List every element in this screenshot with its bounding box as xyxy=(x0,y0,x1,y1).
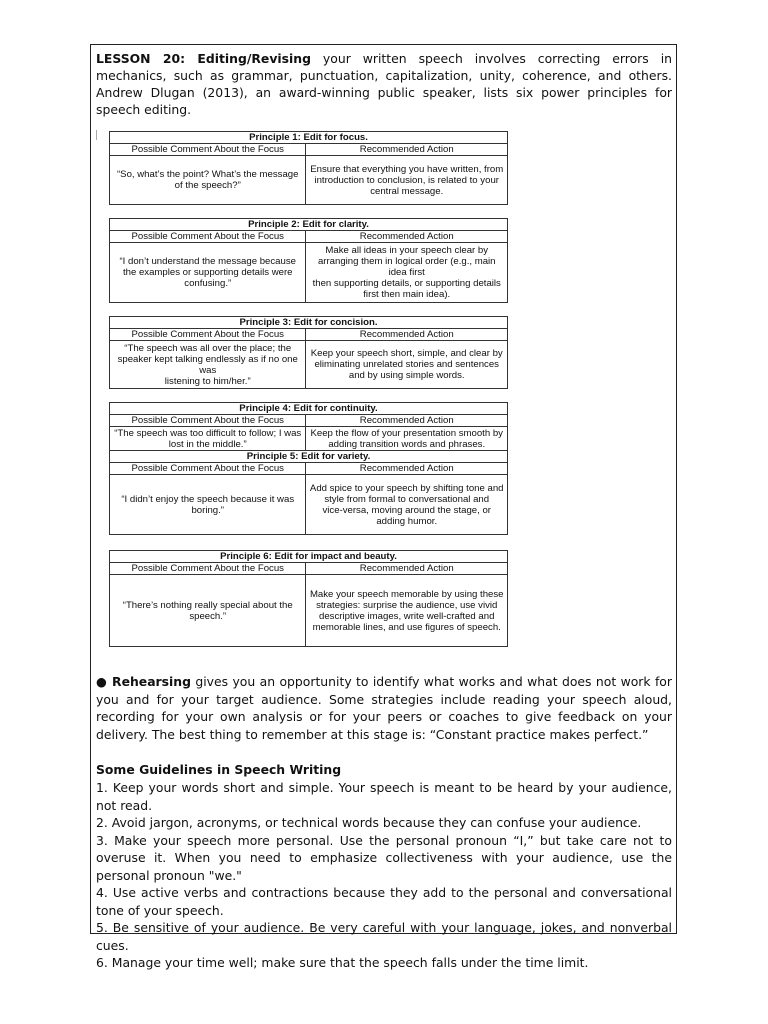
lesson-heading: LESSON 20: Editing/Revising xyxy=(96,51,311,66)
intro-text: your written speech involves correcting errors in mechanics, such as grammar, punctuation, capitalization, unity, coherence, and others. Andrew Dlugan (2013), an award-winning public speaker, lists six power principles for speech editing. xyxy=(96,51,672,117)
intro-paragraph xyxy=(96,50,672,118)
principle-6-title: Principle 6: Edit for impact and beauty. xyxy=(110,551,508,563)
principle-6-action: Make your speech memorable by using these strategies: surprise the audience, use vivid descriptive images, write well-crafted and memorable lines, and use figures of speech. xyxy=(306,575,508,647)
guideline-item: 6. Manage your time well; make sure that the speech falls under the time limit. xyxy=(96,955,589,970)
guideline-item: 4. Use active verbs and contractions because they add to the personal and conversational tone of your speech. xyxy=(96,885,672,918)
rehearsing-text: gives you an opportunity to identify what works and what does not work for you and for your target audience. Some strategies include reading your speech aloud, recording for your own analysis or for your peers or coaches to give feedback on your delivery. The best thing to remember at this stage is: “Constant practice makes perfect.” xyxy=(96,674,672,742)
rehearsing-paragraph xyxy=(96,673,672,743)
principle-2-col2-header: Recommended Action xyxy=(306,231,508,243)
principle-2-col1-header: Possible Comment About the Focus xyxy=(110,231,306,243)
principle-3-comment: “The speech was all over the place; the speaker kept talking endlessly as if no one was listening to him/her.” xyxy=(110,341,306,389)
principle-4-col2-header: Recommended Action xyxy=(306,415,508,427)
guideline-item: 1. Keep your words short and simple. Your speech is meant to be heard by your audience, not read. xyxy=(96,780,672,813)
principle-6-col1-header: Possible Comment About the Focus xyxy=(110,563,306,575)
guideline-item: 2. Avoid jargon, acronyms, or technical words because they can confuse your audience. xyxy=(96,815,642,830)
guidelines-list xyxy=(96,779,672,972)
guideline-item: 5. Be sensitive of your audience. Be very careful with your language, jokes, and nonverbal cues. xyxy=(96,920,672,953)
guidelines-title: Some Guidelines in Speech Writing xyxy=(96,762,342,777)
principle-6-col2-header: Recommended Action xyxy=(306,563,508,575)
guideline-item: 3. Make your speech more personal. Use the personal pronoun “I,” but take care not to overuse it. When you need to emphasize collectiveness with your audience, use the personal pronoun "we." xyxy=(96,832,672,883)
principle-5-comment: “I didn’t enjoy the speech because it was boring.” xyxy=(110,475,306,535)
principle-4-action: Keep the flow of your presentation smooth by adding transition words and phrases. xyxy=(306,427,508,451)
principle-6-table xyxy=(109,550,508,647)
principle-1-col1-header: Possible Comment About the Focus xyxy=(110,144,306,156)
principle-1-table xyxy=(109,131,508,205)
principle-6-comment: “There’s nothing really special about the speech.” xyxy=(110,575,306,647)
principle-4-comment: “The speech was too difficult to follow; I was lost in the middle.” xyxy=(110,427,306,451)
principle-5-title: Principle 5: Edit for variety. xyxy=(110,451,508,463)
principle-2-title: Principle 2: Edit for clarity. xyxy=(110,219,508,231)
principle-1-action: Ensure that everything you have written, from introduction to conclusion, is related to your central message. xyxy=(306,156,508,205)
principle-4-col1-header: Possible Comment About the Focus xyxy=(110,415,306,427)
principle-1-col2-header: Recommended Action xyxy=(306,144,508,156)
principle-4-5-table xyxy=(109,402,508,535)
principle-5-action: Add spice to your speech by shifting tone and style from formal to conversational and vice-versa, moving around the stage, or adding humor. xyxy=(306,475,508,535)
principle-5-col2-header: Recommended Action xyxy=(306,463,508,475)
principle-1-comment: “So, what’s the point? What’s the message of the speech?” xyxy=(110,156,306,205)
principle-3-col2-header: Recommended Action xyxy=(306,329,508,341)
scan-mark xyxy=(96,130,97,140)
principle-4-title: Principle 4: Edit for continuity. xyxy=(110,403,508,415)
principle-2-comment: “I don’t understand the message because the examples or supporting details were confusing.” xyxy=(110,243,306,303)
principle-5-col1-header: Possible Comment About the Focus xyxy=(110,463,306,475)
rehearsing-heading: ● Rehearsing xyxy=(96,674,191,689)
principle-3-table xyxy=(109,316,508,389)
principle-2-action: Make all ideas in your speech clear by arranging them in logical order (e.g., main idea first then supporting details, or supporting details first then main idea). xyxy=(306,243,508,303)
principle-2-table xyxy=(109,218,508,303)
principle-3-col1-header: Possible Comment About the Focus xyxy=(110,329,306,341)
principle-1-title: Principle 1: Edit for focus. xyxy=(110,132,508,144)
principle-3-action: Keep your speech short, simple, and clear by eliminating unrelated stories and sentences and by using simple words. xyxy=(306,341,508,389)
principle-3-title: Principle 3: Edit for concision. xyxy=(110,317,508,329)
